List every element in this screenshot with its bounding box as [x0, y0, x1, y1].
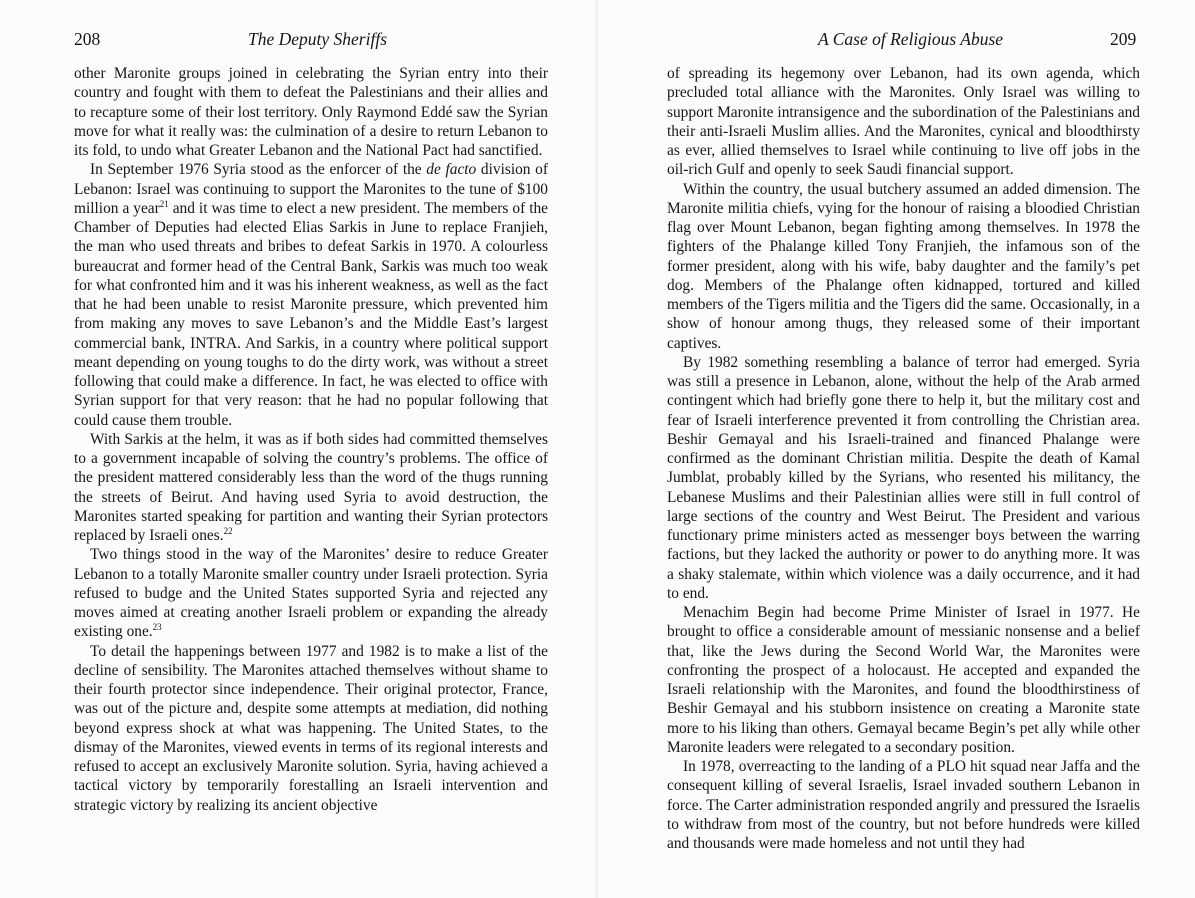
text-run: other Maronite groups joined in celebrating the Syrian entry into their country and fought with them to defeat the Palestinians and their allies and to recapture some of their lost territory. Only Raymond Eddé saw the Syrian move for what it really was: the culmination of a desire to return Lebanon to its fold, to undo what Greater Lebanon and the National Pact had sanctified. [74, 65, 548, 159]
italic-phrase: de facto [426, 161, 477, 179]
paragraph [667, 180, 1140, 353]
text-run: of spreading its hegemony over Lebanon, had its own agenda, which precluded total alliance with the Maronites. Only Israel was willing to support Maronite intransigence and the subordination of the Palestinians and their anti-Israeli Muslim allies. And the Maronites, cynical and bloodthirsty as ever, allied themselves to Israel while continuing to live off jobs in the oil-rich Gulf and openly to seek Saudi financial support. [667, 65, 1140, 179]
page-number: 209 [1110, 29, 1137, 49]
text-run: Two things stood in the way of the Maronites’ desire to reduce Greater Lebanon to a totally Maronite smaller country under Israeli protection. Syria refused to budge and the United States supported Syria and rejected any moves aimed at creating another Israeli problem or expanding the already existing one. [74, 546, 548, 641]
running-head: A Case of Religious Abuse [818, 29, 1004, 49]
text-run: With Sarkis at the helm, it was as if both sides had committed themselves to a government incapable of solving the country’s problems. The office of the president mattered considerably less than the word of the thugs running the streets of Beirut. And having used Syria to avoid destruction, the Maronites started speaking for partition and wanting their Syrian protectors replaced by Israeli ones. [74, 430, 548, 544]
paragraph [74, 642, 548, 815]
footnote-ref: 21 [159, 198, 169, 209]
text-run: division of Lebanon: Israel was continuing to support the Maronites to the tune of $100 million a year [74, 161, 548, 217]
text-run: Menachim Begin had become Prime Minister of Israel in 1977. He brought to office a considerable amount of messianic nonsense and a belief that, like the Jews during the Second World War, the Maronites were confronting the prospect of a holocaust. He accepted and expanded the Israeli relationship with the Maronites, and found the bloodthirstiness of Beshir Gemayal and his stubborn insistence on creating a Maronite state more to his liking than others. Gemayal became Begin’s pet ally while other Maronite leaders were relegated to a secondary position. [667, 604, 1140, 756]
footnote-ref: 23 [152, 622, 162, 633]
right-page [598, 0, 1195, 898]
body-text [667, 64, 1140, 853]
paragraph [667, 603, 1140, 757]
paragraph [74, 430, 548, 546]
body-text [74, 64, 548, 815]
running-head: The Deputy Sheriffs [248, 29, 388, 49]
left-page [0, 0, 597, 898]
paragraph [74, 545, 548, 641]
paragraph [74, 160, 548, 430]
paragraph [667, 757, 1140, 853]
footnote-ref: 22 [223, 526, 233, 536]
text-run: By 1982 something resembling a balance of terror had emerged. Syria was still a presence in Lebanon, alone, without the help of the Arab armed contingent which had briefly gone there to help it, but the military cost and fear of Israeli interference prevented it from controlling the Christian area. Beshir Gemayal and his Israeli-trained and financed Phalange were confirmed as the dominant Christian militia. Despite the death of Kamal Jumblat, probably killed by the Syrians, who resented his militancy, the Lebanese Muslims and their Palestinian allies were still in full control of large sections of the country and West Beirut. The President and various functionary prime ministers acted as messenger boys between the warring factions, but they lacked the authority or power to do anything more. It was a shaky stalemate, within which violence was a daily occurrence, and it had to end. [667, 353, 1140, 602]
text-run: In September 1976 Syria stood as the enforcer of the [90, 161, 427, 179]
text-run: and it was time to elect a new president. The members of the Chamber of Deputies had elected Elias Sarkis in June to replace Franjieh, the man who used threats and bribes to defeat Sarkis in 1970. A colourless bureaucrat and former head of the Central Bank, Sarkis was much too weak for what confronted him and it was his inherent weakness, as well as the fact that he had been unable to resist Maronite pressure, which prevented him from making any moves to save Lebanon’s and the Middle East’s largest commercial bank, INTRA. And Sarkis, in a country where political support meant depending on young toughs to do the dirty work, was without a street following that could make a difference. In fact, he was elected to office with Syrian support for that very reason: that he had no popular following that could cause them trouble. [74, 199, 548, 429]
text-run: Within the country, the usual butchery assumed an added dimension. The Maronite militia chiefs, vying for the honour of raising a bloodied Christian flag over Mount Lebanon, began fighting among themselves. In 1978 the fighters of the Phalange killed Tony Franjieh, the infamous son of the former president, along with his wife, baby daughter and the family’s pet dog. Members of the Phalange often kidnapped, tortured and killed members of the Tigers militia and the Tigers did the same. Occasionally, in a show of honour among thugs, they released some of their important captives. [667, 180, 1140, 352]
paragraph [667, 64, 1140, 180]
paragraph [74, 64, 548, 160]
text-run: In 1978, overreacting to the landing of a PLO hit squad near Jaffa and the consequent killing of several Israelis, Israel invaded southern Lebanon in force. The Carter administration responded angrily and pressured the Israelis to withdraw from most of the country, but not before hundreds were killed and thousands were made homeless and not until they had [667, 758, 1140, 852]
text-run: To detail the happenings between 1977 and 1982 is to make a list of the decline of sensibility. The Maronites attached themselves without shame to their fourth protector since independence. Their original protector, France, was out of the picture and, despite some attempts at mediation, did nothing beyond express shock at what was happening. The United States, to the dismay of the Maronites, viewed events in terms of its regional interests and refused to accept an exclusively Maronite solution. Syria, having achieved a tactical victory by temporarily forestalling an Israeli intervention and strategic victory by realizing its ancient objective [74, 642, 548, 814]
paragraph [667, 353, 1140, 603]
page-number: 208 [74, 29, 101, 49]
